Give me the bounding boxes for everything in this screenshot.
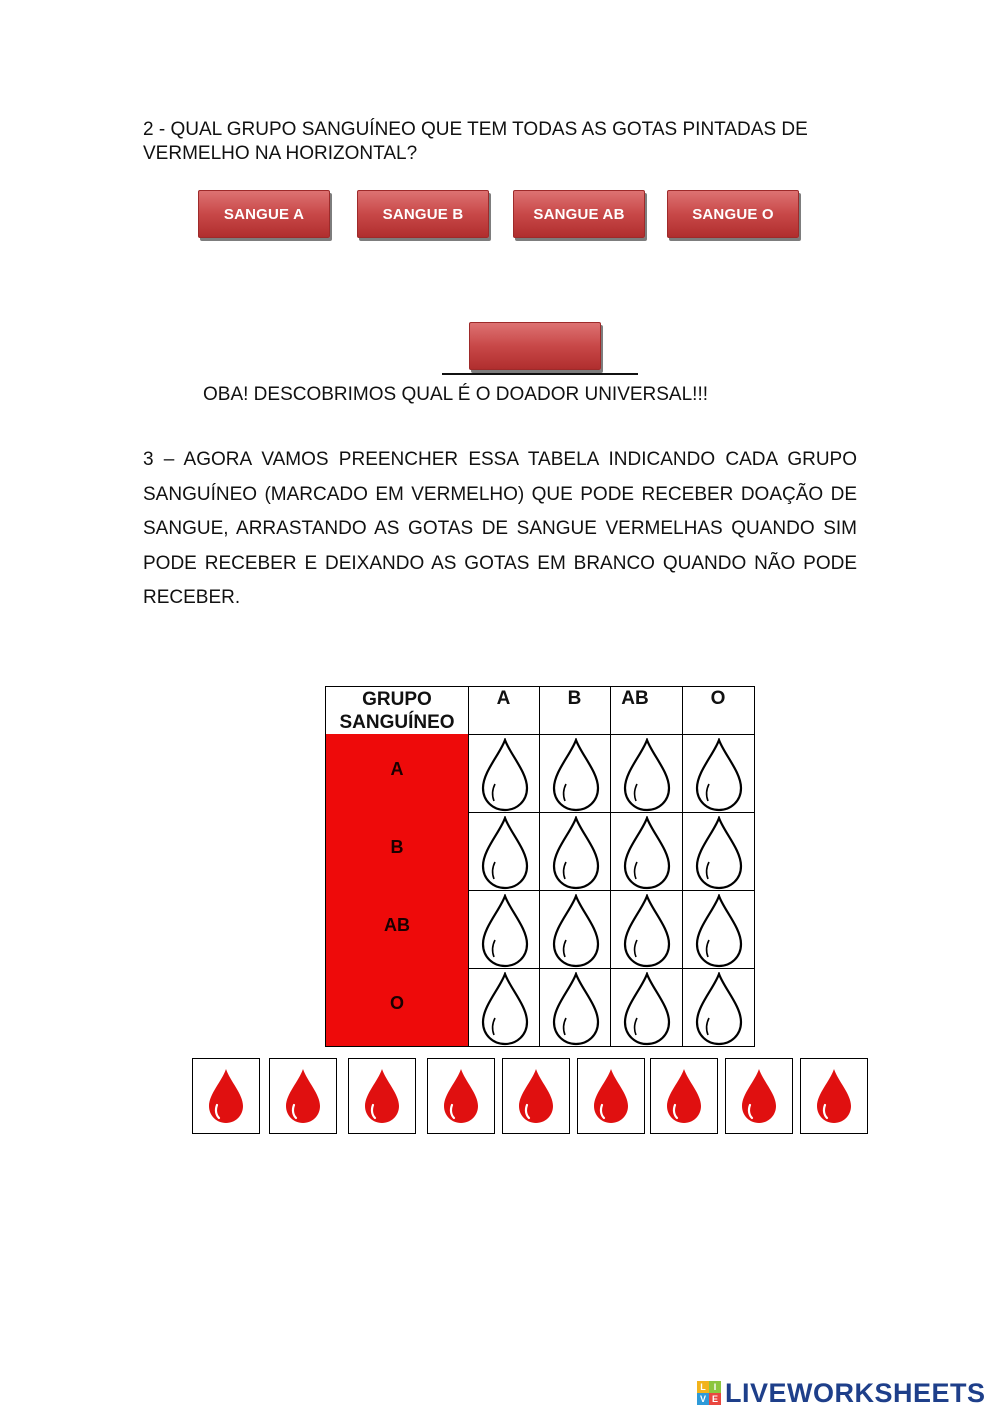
- option-sangue-a-button[interactable]: SANGUE A: [198, 190, 330, 238]
- option-sangue-b-button[interactable]: SANGUE B: [357, 190, 489, 238]
- red-blood-drop-icon[interactable]: [800, 1058, 868, 1134]
- answer-underline: [442, 373, 638, 375]
- empty-drop-slot-icon[interactable]: [469, 813, 539, 891]
- logo-mark-letter: E: [709, 1393, 721, 1405]
- compatibility-table: [325, 686, 755, 1047]
- column-header-a: A: [496, 688, 511, 709]
- logo-mark-icon: [697, 1381, 721, 1405]
- question-2-text: 2 - QUAL GRUPO SANGUÍNEO QUE TEM TODAS AS GOTAS PINTADAS DE VERMELHO NA HORIZONTAL?: [143, 119, 808, 164]
- empty-drop-slot-icon[interactable]: [469, 969, 539, 1047]
- column-header-o: O: [710, 688, 726, 709]
- row-label-a: A: [326, 734, 468, 812]
- question-3-text: 3 – AGORA VAMOS PREENCHER ESSA TABELA INDICANDO CADA GRUPO SANGUÍNEO (MARCADO EM VERMELHO) QUE PODE RECEBER DOAÇÃO DE SANGUE, ARRASTANDO AS GOTAS DE SANGUE VERMELHAS QUANDO SIM PODE RECEBER E DEIXANDO AS GOTAS EM BRANCO QUANDO NÃO PODE RECEBER.: [143, 449, 857, 609]
- empty-drop-slot-icon[interactable]: [540, 969, 610, 1047]
- empty-drop-slot-icon[interactable]: [683, 813, 753, 891]
- empty-drop-slot-icon[interactable]: [540, 735, 610, 813]
- empty-drop-slot-icon[interactable]: [469, 891, 539, 969]
- empty-drop-slot-icon[interactable]: [683, 969, 753, 1047]
- option-sangue-o-button[interactable]: SANGUE O: [667, 190, 799, 238]
- conclusion-text: OBA! DESCOBRIMOS QUAL É O DOADOR UNIVERSAL!!!: [203, 384, 709, 405]
- empty-drop-slot-icon[interactable]: [611, 813, 681, 891]
- logo-text: LIVEWORKSHEETS: [725, 1377, 986, 1408]
- empty-drop-slot-icon[interactable]: [683, 891, 753, 969]
- empty-drop-slot-icon[interactable]: [611, 891, 681, 969]
- option-sangue-ab-button[interactable]: SANGUE AB: [513, 190, 645, 238]
- empty-drop-slot-icon[interactable]: [469, 735, 539, 813]
- empty-drop-slot-icon[interactable]: [540, 891, 610, 969]
- logo-mark-letter: I: [709, 1381, 721, 1393]
- red-blood-drop-icon[interactable]: [348, 1058, 416, 1134]
- row-label-o: O: [326, 968, 468, 1046]
- logo-mark-letter: L: [697, 1381, 709, 1393]
- empty-drop-slot-icon[interactable]: [611, 969, 681, 1047]
- red-blood-drop-icon[interactable]: [192, 1058, 260, 1134]
- header-group-line2: SANGUÍNEO: [339, 712, 455, 733]
- row-label-ab: AB: [326, 890, 468, 968]
- logo-mark-letter: V: [697, 1393, 709, 1405]
- answer-drop-target[interactable]: [469, 322, 601, 370]
- column-header-ab: AB: [621, 688, 649, 709]
- empty-drop-slot-icon[interactable]: [611, 735, 681, 813]
- red-blood-drop-icon[interactable]: [725, 1058, 793, 1134]
- row-label-b: B: [326, 812, 468, 890]
- red-blood-drop-icon[interactable]: [427, 1058, 495, 1134]
- empty-drop-slot-icon[interactable]: [540, 813, 610, 891]
- empty-drop-slot-icon[interactable]: [683, 735, 753, 813]
- red-blood-drop-icon[interactable]: [269, 1058, 337, 1134]
- header-group-cell: [326, 687, 468, 734]
- red-blood-drop-icon[interactable]: [650, 1058, 718, 1134]
- red-blood-drop-icon[interactable]: [577, 1058, 645, 1134]
- liveworksheets-logo: [697, 1378, 986, 1408]
- header-group-line1: GRUPO: [362, 689, 432, 710]
- column-header-b: B: [567, 688, 582, 709]
- red-blood-drop-icon[interactable]: [502, 1058, 570, 1134]
